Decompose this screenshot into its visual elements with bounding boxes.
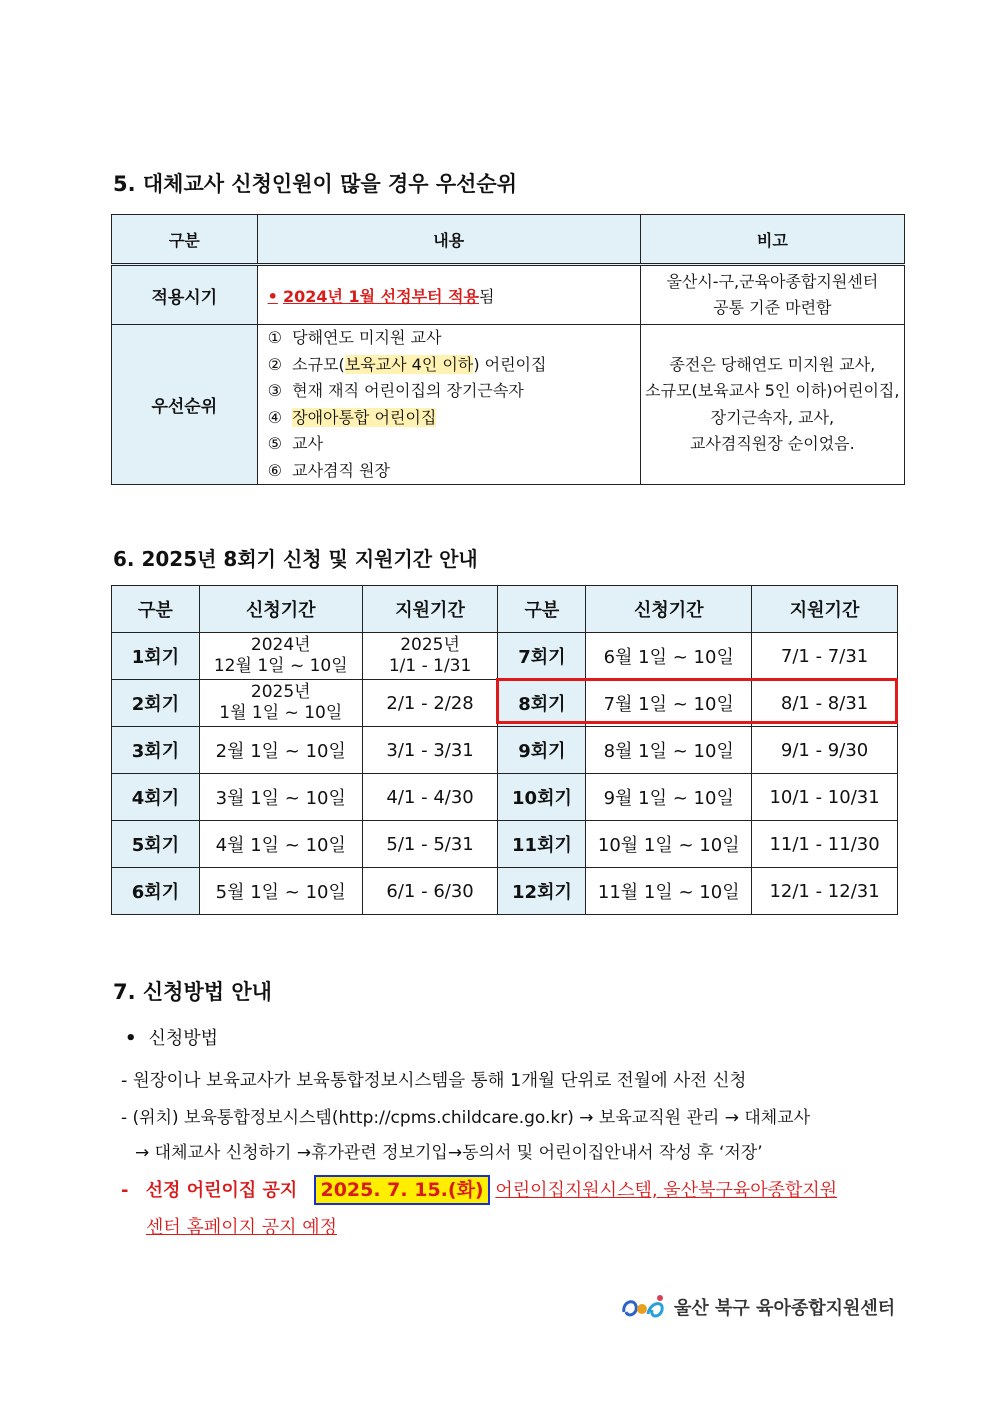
item-text: 현재 재직 어린이집의 장기근속자 xyxy=(292,381,524,400)
apply-period: 10월 1일 ~ 10일 xyxy=(586,821,752,868)
round-label: 12회기 xyxy=(498,868,586,915)
announcement-line xyxy=(121,1175,837,1202)
apply-period: 9월 1일 ~ 10일 xyxy=(586,774,752,821)
year-line: 2025년 xyxy=(250,682,311,702)
table-header-row xyxy=(112,215,905,265)
bullet: • xyxy=(267,286,278,306)
schedule-table xyxy=(111,585,898,915)
section5-heading: 5. 대체교사 신청인원이 많을 경우 우선순위 xyxy=(113,172,518,196)
period-line: 1월 1일 ~ 10일 xyxy=(219,703,343,723)
support-period xyxy=(362,633,498,680)
support-period: 7/1 - 7/31 xyxy=(752,633,898,680)
apply-period xyxy=(199,680,362,727)
priority-list xyxy=(257,325,640,485)
note-line: 공통 기준 마련함 xyxy=(713,298,832,317)
priority-note xyxy=(640,325,904,485)
apply-period-content xyxy=(257,265,640,325)
apply-period: 11월 1일 ~ 10일 xyxy=(586,868,752,915)
method-bullet xyxy=(125,1024,218,1050)
announcement-date: 2025. 7. 15.(화) xyxy=(314,1175,489,1205)
list-item xyxy=(268,405,640,432)
item-text: 소규모( xyxy=(292,354,345,374)
item-text: 교사겸직 원장 xyxy=(292,460,390,480)
bullet-label: 신청방법 xyxy=(148,1028,219,1049)
note-line: 종전은 당해연도 미지원 교사, xyxy=(669,354,876,374)
table-row xyxy=(112,727,898,774)
item-text: 당해연도 미지원 교사 xyxy=(292,328,442,347)
table-row xyxy=(112,680,898,727)
announcement-text: 어린이집지원시스템, 울산북구육아종합지원 xyxy=(495,1180,838,1201)
apply-period: 2월 1일 ~ 10일 xyxy=(199,727,362,774)
table-row xyxy=(112,774,898,821)
header-content: 내용 xyxy=(257,215,640,265)
table-row xyxy=(112,265,905,325)
method-line: → 대체교사 신청하기 →휴가관련 정보기입→동의서 및 어린이집안내서 작성 후 ‘저장’ xyxy=(135,1143,763,1163)
round-label: 4회기 xyxy=(112,774,200,821)
support-period: 2/1 - 2/28 xyxy=(362,680,498,727)
support-period: 5/1 - 5/31 xyxy=(362,821,498,868)
round-label: 9회기 xyxy=(498,727,586,774)
period-line: 1/1 - 1/31 xyxy=(388,656,472,676)
header-support-right: 지원기간 xyxy=(752,586,898,633)
item-number: ⑤ xyxy=(267,434,282,453)
note-line: 울산시-구,군육아종합지원센터 xyxy=(666,271,879,291)
round-label: 3회기 xyxy=(112,727,200,774)
support-period: 4/1 - 4/30 xyxy=(362,774,498,821)
item-text-tail: ) 어린이집 xyxy=(473,354,547,374)
table-row xyxy=(112,821,898,868)
row-label-apply-period: 적용시기 xyxy=(112,265,258,325)
apply-period: 5월 1일 ~ 10일 xyxy=(199,868,362,915)
support-period: 10/1 - 10/31 xyxy=(752,774,898,821)
list-item xyxy=(268,352,640,379)
item-number: ② xyxy=(267,354,282,374)
apply-period: 6월 1일 ~ 10일 xyxy=(586,633,752,680)
note-line: 소규모(보육교사 5인 이하)어린이집, xyxy=(645,381,900,400)
header-category: 구분 xyxy=(112,215,258,265)
item-text: 교사 xyxy=(292,434,324,453)
section7-heading: 7. 신청방법 안내 xyxy=(113,980,272,1004)
note-line: 장기근속자, 교사, xyxy=(710,407,835,427)
table-row xyxy=(112,868,898,915)
support-period: 12/1 - 12/31 xyxy=(752,868,898,915)
highlighted-text: 장애아통합 어린이집 xyxy=(292,407,437,427)
apply-period xyxy=(199,633,362,680)
header-apply-right: 신청기간 xyxy=(586,586,752,633)
header-note: 비고 xyxy=(640,215,904,265)
dash: - xyxy=(121,1180,129,1201)
table-header-row xyxy=(112,586,898,633)
apply-period-note xyxy=(640,265,904,325)
apply-period: 7월 1일 ~ 10일 xyxy=(586,680,752,727)
item-number: ④ xyxy=(267,407,282,427)
apply-period: 8월 1일 ~ 10일 xyxy=(586,727,752,774)
item-number: ① xyxy=(267,328,282,347)
note-line: 교사겸직원장 순이었음. xyxy=(689,434,855,453)
apply-period-tail: 됨 xyxy=(478,286,495,306)
round-label: 10회기 xyxy=(498,774,586,821)
item-number: ⑥ xyxy=(267,460,282,480)
table-row xyxy=(112,325,905,485)
header-category-right: 구분 xyxy=(498,586,586,633)
item-number: ③ xyxy=(267,381,282,400)
support-period: 6/1 - 6/30 xyxy=(362,868,498,915)
announcement-label: 선정 어린이집 공지 xyxy=(145,1180,298,1201)
method-line: - (위치) 보육통합정보시스템(http://cpms.childcare.go.kr) → 보육교직원 관리 → 대체교사 xyxy=(121,1108,811,1128)
year-line: 2025년 xyxy=(400,635,460,655)
header-support-left: 지원기간 xyxy=(362,586,498,633)
round-label: 5회기 xyxy=(112,821,200,868)
apply-period: 4월 1일 ~ 10일 xyxy=(199,821,362,868)
header-category-left: 구분 xyxy=(112,586,200,633)
announcement-line-2: 센터 홈페이지 공지 예정 xyxy=(146,1217,338,1238)
round-label: 2회기 xyxy=(112,680,200,727)
logo-text: 울산 북구 육아종합지원센터 xyxy=(674,1298,896,1319)
list-item xyxy=(268,378,640,405)
row-label-priority: 우선순위 xyxy=(112,325,258,485)
round-label: 6회기 xyxy=(112,868,200,915)
period-line: 12월 1일 ~ 10일 xyxy=(213,656,348,676)
support-period: 3/1 - 3/31 xyxy=(362,727,498,774)
list-item xyxy=(268,431,640,458)
round-label: 11회기 xyxy=(498,821,586,868)
support-period: 8/1 - 8/31 xyxy=(752,680,898,727)
apply-period: 3월 1일 ~ 10일 xyxy=(199,774,362,821)
list-item xyxy=(268,458,640,485)
round-label: 1회기 xyxy=(112,633,200,680)
priority-table xyxy=(111,214,905,485)
method-line: - 원장이나 보육교사가 보육통합정보시스템을 통해 1개월 단위로 전월에 사전 신청 xyxy=(121,1071,747,1091)
section6-heading: 6. 2025년 8회기 신청 및 지원기간 안내 xyxy=(113,547,478,571)
table-row xyxy=(112,633,898,680)
round-label: 8회기 xyxy=(498,680,586,727)
header-apply-left: 신청기간 xyxy=(199,586,362,633)
apply-period-red-text: 2024년 1월 선정부터 적용 xyxy=(282,286,479,306)
bullet: • xyxy=(125,1028,137,1049)
support-period: 11/1 - 11/30 xyxy=(752,821,898,868)
support-period: 9/1 - 9/30 xyxy=(752,727,898,774)
round-label: 7회기 xyxy=(498,633,586,680)
highlighted-text: 보육교사 4인 이하 xyxy=(344,354,474,374)
year-line: 2024년 xyxy=(250,635,311,655)
logo-mark-icon xyxy=(620,1292,668,1322)
footer-logo xyxy=(620,1292,895,1322)
list-item xyxy=(268,325,640,352)
